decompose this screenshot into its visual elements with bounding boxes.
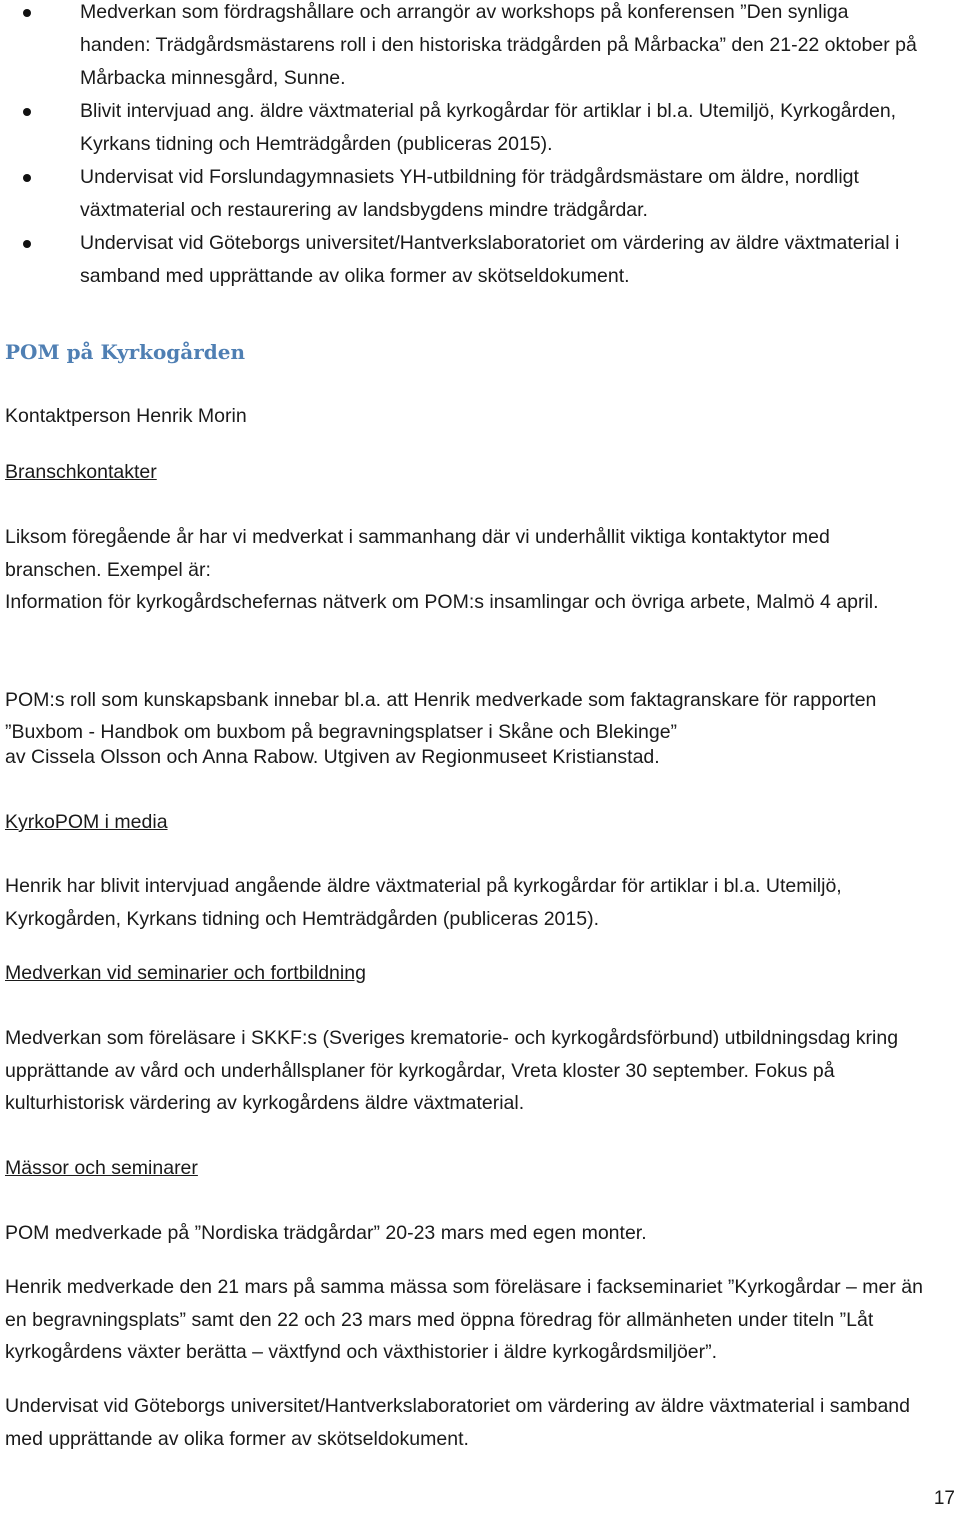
page-number: 17 [933, 1488, 955, 1509]
bullet-icon [23, 108, 31, 116]
seminarier-heading: Medverkan vid seminarier och fortbildning [5, 962, 366, 984]
branschkontakter-heading: Branschkontakter [5, 461, 157, 483]
bullet-icon [23, 240, 31, 248]
bullet-icon [23, 9, 31, 17]
bullet-text: Medverkan som fördragshållare och arrangör av workshops på konferensen ”Den synliga handen: Trädgårdsmästarens roll i den historiska trädgården på Mårbacka” den 21-22 oktober på Mårbacka minnesgård, Sunne. [80, 1, 917, 89]
bullet-text: Blivit intervjuad ang. äldre växtmaterial på kyrkogårdar för artiklar i bl.a. Utemiljö, Kyrkogården, Kyrkans tidning och Hemträdgården (publiceras 2015). [80, 100, 897, 155]
bullet-list [0, 0, 960, 293]
bullet-text: Undervisat vid Göteborgs universitet/Hantverkslaboratoriet om värdering av äldre växtmaterial i samband med upprättande av olika former av skötseldokument. [80, 232, 900, 287]
kunskapsbank-line-2: ”Buxbom - Handbok om buxbom på begravningsplatser i Skåne och Blekinge” [5, 721, 678, 743]
massor-paragraph-1: POM medverkade på ”Nordiska trädgårdar” 20-23 mars med egen monter. [5, 1222, 647, 1244]
bullet-icon [23, 174, 31, 182]
section-heading: POM på Kyrkogården [5, 340, 246, 364]
list-item [0, 227, 960, 293]
media-heading: KyrkoPOM i media [5, 811, 168, 833]
list-item [0, 95, 960, 161]
bullet-text: Undervisat vid Forslundagymnasiets YH-utbildning för trädgårdsmästare om äldre, nordligt växtmaterial och restaurering av landsbygdens mindre trädgårdar. [80, 166, 859, 221]
list-item [0, 0, 960, 95]
media-paragraph: Henrik har blivit intervjuad angående äldre växtmaterial på kyrkogårdar för artiklar i bl.a. Utemiljö, Kyrkogården, Kyrkans tidning och Hemträdgården (publiceras 2015). [5, 875, 842, 930]
branschkontakter-paragraph: Liksom föregående år har vi medverkat i sammanhang där vi underhållit viktiga kontaktytor med branschen. Exempel är: [5, 526, 830, 581]
kunskapsbank-line-1: POM:s roll som kunskapsbank innebar bl.a. att Henrik medverkade som faktagranskare för rapporten [5, 689, 877, 711]
seminarier-paragraph: Medverkan som föreläsare i SKKF:s (Sveriges krematorie- och kyrkogårdsförbund) utbildningsdag kring upprättande av vård och underhållsplaner för kyrkogårdar, Vreta kloster 30 september. Fokus på kulturhistorisk värdering av kyrkogårdens äldre växtmaterial. [5, 1027, 899, 1114]
massor-paragraph-2: Henrik medverkade den 21 mars på samma mässa som föreläsare i fackseminariet ”Kyrkogårdar – mer än en begravningsplats” samt den 22 och 23 mars med öppna föredrag för allmänheten under titeln ”Låt kyrkogårdens växter berätta – växtfynd och växthistorier i äldre kyrkogårdsmiljöer”. [5, 1276, 923, 1363]
list-item [0, 161, 960, 227]
kunskapsbank-line-3: av Cissela Olsson och Anna Rabow. Utgiven av Regionmuseet Kristianstad. [5, 746, 660, 768]
massor-heading: Mässor och seminarer [5, 1157, 198, 1179]
information-paragraph: Information för kyrkogårdschefernas nätverk om POM:s insamlingar och övriga arbete, Malmö 4 april. [5, 591, 879, 613]
contact-person: Kontaktperson Henrik Morin [5, 405, 247, 427]
massor-paragraph-3: Undervisat vid Göteborgs universitet/Hantverkslaboratoriet om värdering av äldre växtmaterial i samband med upprättande av olika former av skötseldokument. [5, 1395, 910, 1450]
